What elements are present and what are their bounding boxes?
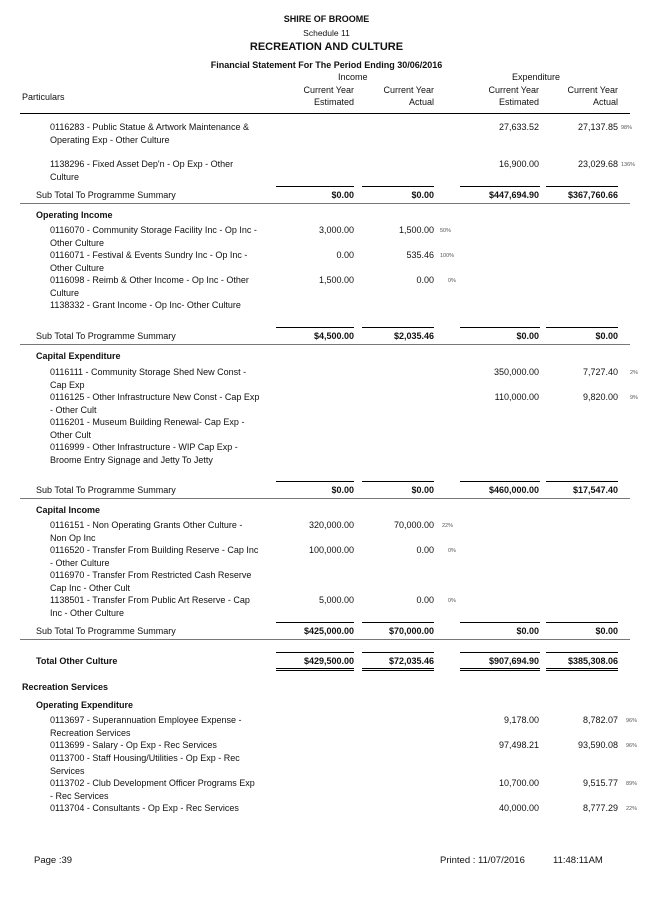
percent-value: 100% <box>440 253 455 259</box>
rule <box>460 622 540 623</box>
inc-act-value: 0.00 <box>416 275 434 285</box>
double-rule <box>460 668 540 671</box>
subtotal-exp-act: $0.00 <box>595 626 618 636</box>
divider <box>20 203 630 204</box>
rule <box>546 622 618 623</box>
inc-act-value: 0.00 <box>416 595 434 605</box>
subtotal-exp-est: $447,694.90 <box>488 190 539 200</box>
divider <box>20 498 630 499</box>
subtotal-inc-est: $0.00 <box>331 485 354 495</box>
section-title: Capital Expenditure <box>36 351 121 361</box>
subtotal-inc-act: $0.00 <box>411 190 434 200</box>
subtotal-exp-act: $367,760.66 <box>567 190 618 200</box>
inc-est-value: 320,000.00 <box>308 520 354 530</box>
list-item: 1138501 - Transfer From Public Art Reserve - Cap Inc - Other Culture <box>50 595 250 618</box>
inc-act-value: 70,000.00 <box>393 520 434 530</box>
rule <box>546 652 618 653</box>
section-title: Operating Income <box>36 210 113 220</box>
list-item: 0116999 - Other Infrastructure - WIP Cap Exp - Broome Entry Signage and Jetty To Jetty <box>50 442 238 465</box>
rule <box>276 622 354 623</box>
percent-value: 0% <box>448 278 456 284</box>
col-exp-est-line2: Estimated <box>498 97 539 107</box>
rule <box>362 652 434 653</box>
divider <box>20 344 630 345</box>
exp-est-value: 40,000.00 <box>498 803 539 813</box>
rule <box>546 481 618 482</box>
col-exp-act-line1: Current Year <box>567 85 618 95</box>
total-exp-act: $385,308.06 <box>567 656 618 666</box>
list-item: 0116201 - Museum Building Renewal- Cap Exp - Other Cult <box>50 417 245 440</box>
subtotal-exp-est: $0.00 <box>516 626 539 636</box>
percent-value: 89% <box>626 781 638 787</box>
col-income-est-line2: Estimated <box>313 97 354 107</box>
double-rule <box>276 668 354 671</box>
inc-est-value: 1,500.00 <box>318 275 354 285</box>
rule <box>460 481 540 482</box>
list-item: 0116070 - Community Storage Facility Inc - Op Inc - Other Culture <box>50 225 257 248</box>
exp-est-value: 110,000.00 <box>494 392 539 402</box>
rule <box>276 186 354 187</box>
inc-act-value: 0.00 <box>416 545 434 555</box>
rule <box>460 327 540 328</box>
inc-est-value: 0.00 <box>336 250 354 260</box>
rule <box>276 481 354 482</box>
rule <box>362 327 434 328</box>
col-income-act-line1: Current Year <box>383 85 434 95</box>
subtotal-exp-act: $17,547.40 <box>572 485 618 495</box>
rule <box>460 186 540 187</box>
subtotal-label: Sub Total To Programme Summary <box>36 485 176 495</box>
double-rule <box>362 668 434 671</box>
col-income-act-line2: Actual <box>408 97 434 107</box>
subtotal-label: Sub Total To Programme Summary <box>36 190 176 200</box>
schedule-label: Schedule 11 <box>303 28 350 38</box>
section-heading: Recreation Services <box>22 682 109 692</box>
subtotal-inc-est: $425,000.00 <box>303 626 354 636</box>
printed-time: 11:48:11AM <box>553 855 603 866</box>
exp-est-value: 16,900.00 <box>498 159 539 169</box>
rule <box>546 186 618 187</box>
list-item: 0116098 - Reimb & Other Income - Op Inc - Other Culture <box>50 275 249 298</box>
list-item: 0113697 - Superannuation Employee Expense - Recreation Services <box>50 715 242 738</box>
subtotal-inc-est: $4,500.00 <box>313 331 354 341</box>
list-item: 0116520 - Transfer From Building Reserve - Cap Inc - Other Culture <box>50 545 259 568</box>
exp-est-value: 27,633.52 <box>498 122 539 132</box>
col-income-est-line1: Current Year <box>303 85 354 95</box>
percent-value: 50% <box>440 228 452 234</box>
percent-value: 22% <box>442 523 454 529</box>
list-item: 0116283 - Public Statue & Artwork Maintenance & Operating Exp - Other Culture <box>50 122 249 145</box>
exp-act-value: 8,777.29 <box>582 803 618 813</box>
org-name: SHIRE OF BROOME <box>283 14 370 24</box>
report-subtitle: Financial Statement For The Period Ending 30/06/2016 <box>210 60 443 70</box>
col-exp-est-line1: Current Year <box>488 85 539 95</box>
percent-value: 22% <box>626 806 638 812</box>
subtotal-label: Sub Total To Programme Summary <box>36 626 176 636</box>
inc-est-value: 100,000.00 <box>308 545 354 555</box>
percent-value: 96% <box>626 743 638 749</box>
list-item: 0113700 - Staff Housing/Utilities - Op Exp - Rec Services <box>50 753 240 776</box>
inc-est-value: 5,000.00 <box>318 595 354 605</box>
percent-value: 136% <box>621 162 636 168</box>
header-rule <box>20 113 630 114</box>
exp-est-value: 10,700.00 <box>498 778 539 788</box>
list-item: 0116125 - Other Infrastructure New Const - Cap Exp - Other Cult <box>50 392 260 415</box>
list-item: 0113699 - Salary - Op Exp - Rec Services <box>50 740 217 750</box>
rule <box>546 327 618 328</box>
percent-value: 0% <box>448 598 456 604</box>
rule <box>276 652 354 653</box>
subtotal-exp-est: $460,000.00 <box>488 485 539 495</box>
section-title: Capital Income <box>36 505 101 515</box>
printed-date: Printed : 11/07/2016 <box>440 855 525 866</box>
page-number: Page :39 <box>34 855 73 866</box>
exp-act-value: 23,029.68 <box>577 159 618 169</box>
expenditure-group-header: Expenditure <box>512 72 561 82</box>
list-item: 0113702 - Club Development Officer Programs Exp - Rec Services <box>50 778 255 801</box>
divider <box>20 639 630 640</box>
double-rule <box>546 668 618 671</box>
rule <box>460 652 540 653</box>
percent-value: 0% <box>448 548 456 554</box>
subtotal-exp-act: $0.00 <box>595 331 618 341</box>
list-item: 0113704 - Consultants - Op Exp - Rec Services <box>50 803 239 813</box>
percent-value: 98% <box>621 125 633 131</box>
percent-value: 9% <box>630 395 638 401</box>
exp-act-value: 9,820.00 <box>582 392 618 402</box>
inc-est-value: 3,000.00 <box>318 225 354 235</box>
rule <box>276 327 354 328</box>
total-inc-est: $429,500.00 <box>303 656 354 666</box>
exp-act-value: 93,590.08 <box>577 740 618 750</box>
col-exp-act-line2: Actual <box>592 97 618 107</box>
exp-act-value: 9,515.77 <box>582 778 618 788</box>
rule <box>362 622 434 623</box>
exp-est-value: 9,178.00 <box>503 715 539 725</box>
list-item: 0116970 - Transfer From Restricted Cash Reserve Cap Inc - Other Cult <box>50 570 252 593</box>
exp-act-value: 8,782.07 <box>582 715 618 725</box>
total-exp-est: $907,694.90 <box>488 656 539 666</box>
rule <box>362 186 434 187</box>
inc-act-value: 535.46 <box>406 250 434 260</box>
percent-value: 96% <box>626 718 638 724</box>
list-item: 0116111 - Community Storage Shed New Const - Cap Exp <box>50 367 247 390</box>
list-item: 0116071 - Festival & Events Sundry Inc - Op Inc - Other Culture <box>50 250 248 273</box>
exp-est-value: 97,498.21 <box>498 740 539 750</box>
income-group-header: Income <box>338 72 368 82</box>
subtotal-inc-est: $0.00 <box>331 190 354 200</box>
exp-act-value: 7,727.40 <box>582 367 618 377</box>
inc-act-value: 1,500.00 <box>398 225 434 235</box>
list-item: 1138332 - Grant Income - Op Inc- Other Culture <box>50 300 241 310</box>
list-item: 0116151 - Non Operating Grants Other Culture - Non Op Inc <box>50 520 243 543</box>
total-inc-act: $72,035.46 <box>388 656 434 666</box>
subtotal-label: Sub Total To Programme Summary <box>36 331 176 341</box>
subtotal-inc-act: $70,000.00 <box>388 626 434 636</box>
subtotal-inc-act: $2,035.46 <box>393 331 434 341</box>
percent-value: 2% <box>630 370 638 376</box>
subtotal-inc-act: $0.00 <box>411 485 434 495</box>
report-title: RECREATION AND CULTURE <box>249 41 404 53</box>
total-label: Total Other Culture <box>36 656 118 666</box>
subtotal-exp-est: $0.00 <box>516 331 539 341</box>
section-title: Operating Expenditure <box>36 700 134 710</box>
exp-est-value: 350,000.00 <box>493 367 539 377</box>
rule <box>362 481 434 482</box>
exp-act-value: 27,137.85 <box>577 122 618 132</box>
list-item: 1138296 - Fixed Asset Dep'n - Op Exp - Other Culture <box>50 159 234 182</box>
particulars-header: Particulars <box>22 92 65 102</box>
